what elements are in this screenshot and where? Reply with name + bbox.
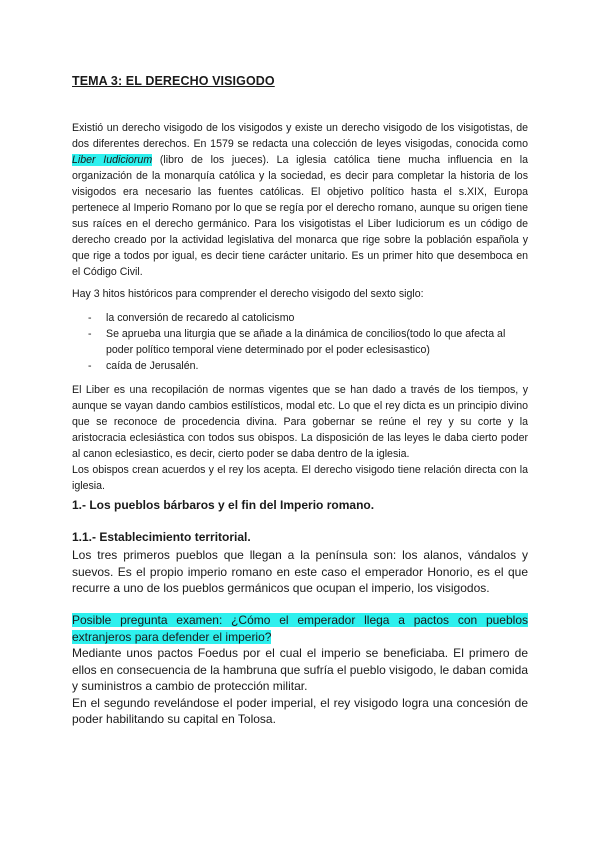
section-heading-1: 1.- Los pueblos bárbaros y el fin del Imperio romano. (72, 498, 375, 512)
territorial-paragraph: Los tres primeros pueblos que llegan a la península son: los alanos, vándalos y suevos. Es el propio imperio romano en este caso el emperador Honorio, es el que recurre a uno de los pueblos germánicos que ocupan el imperio, los visigodos. (72, 548, 528, 595)
list-item-text: la conversión de recaredo al catolicismo (106, 312, 295, 324)
liber-section (72, 382, 528, 494)
obispos-paragraph: Los obispos crean acuerdos y el rey los acepta. El derecho visigodo tiene relación directa con la iglesia. (72, 464, 528, 492)
section-heading-1-1: 1.1.- Establecimiento territorial. (72, 530, 251, 544)
intro-paragraph (72, 120, 528, 280)
exam-question (72, 612, 528, 645)
list-item-text: Se aprueba una liturgia que se añade a la dinámica de concilios(todo lo que afecta al poder político temporal viene determinado por el poder eclesisastico) (106, 328, 506, 356)
list-item (72, 358, 528, 374)
bullet-dash: - (88, 312, 92, 324)
liber-highlight: Liber Iudiciorum (72, 154, 153, 166)
exam-question-highlight: Posible pregunta examen: ¿Cómo el emperador llega a pactos con pueblos extranjeros para defender el imperio? (72, 613, 528, 644)
list-item (72, 326, 528, 358)
foedus-section (72, 645, 528, 728)
intro-text-end: (libro de los jueces). La iglesia católica tiene mucha influencia en la organización de la monarquía católica y la sociedad, es decir para completar la historia de los visigodos era necesario las fuentes católicas. El objetivo político hasta el s.XIX, Europa pertenece al Imperio Romano por lo que se regía por el derecho romano, aunque su origen tiene sus raíces en el derecho germánico. Para los visigotistas el Liber Iudiciorum es un código de derecho creado por la actividad legislativa del monarca que rige sobre la población española y que rige a todos por igual, es decir tiene carácter unitario. Es un primer hito que desemboca en el Código Civil. (72, 154, 528, 278)
list-item (72, 310, 528, 326)
bullet-dash: - (88, 360, 92, 372)
list-item-text: caída de Jerusalén. (106, 360, 199, 372)
page-title: TEMA 3: EL DERECHO VISIGODO (72, 74, 275, 88)
tolosa-paragraph: En el segundo revelándose el poder imperial, el rey visigodo logra una concesión de poder habilitando su capital en Tolosa. (72, 695, 528, 726)
hitos-list (72, 310, 528, 374)
bullet-dash: - (88, 328, 92, 340)
foedus-paragraph: Mediante unos pactos Foedus por el cual el imperio se beneficiaba. El primero de ellos en consecuencia de la hambruna que sufría el pueblo visigodo, le daban comida y suministros a cambio de protección militar. (72, 646, 528, 693)
liber-paragraph: El Liber es una recopilación de normas vigentes que se han dado a través de los tiempos, y aunque se vayan dando cambios estilísticos, modal etc. Lo que el rey dicta es un principio divino que se reconoce de procedencia divina. Para gobernar se reúne el rey y su corte y la aristocracia eclesiástica con todos sus obispos. La disposición de las leyes le daba cierto poder al canon eclesiastico, es decir, cierto poder se daba dentro de la iglesia. (72, 384, 528, 460)
intro-text-start: Existió un derecho visigodo de los visigodos y existe un derecho visigodo de los visigotistas, de dos diferentes derechos. En 1579 se redacta una colección de leyes visigodas, conocida como (72, 122, 528, 150)
hitos-intro: Hay 3 hitos históricos para comprender el derecho visigodo del sexto siglo: (72, 288, 424, 300)
